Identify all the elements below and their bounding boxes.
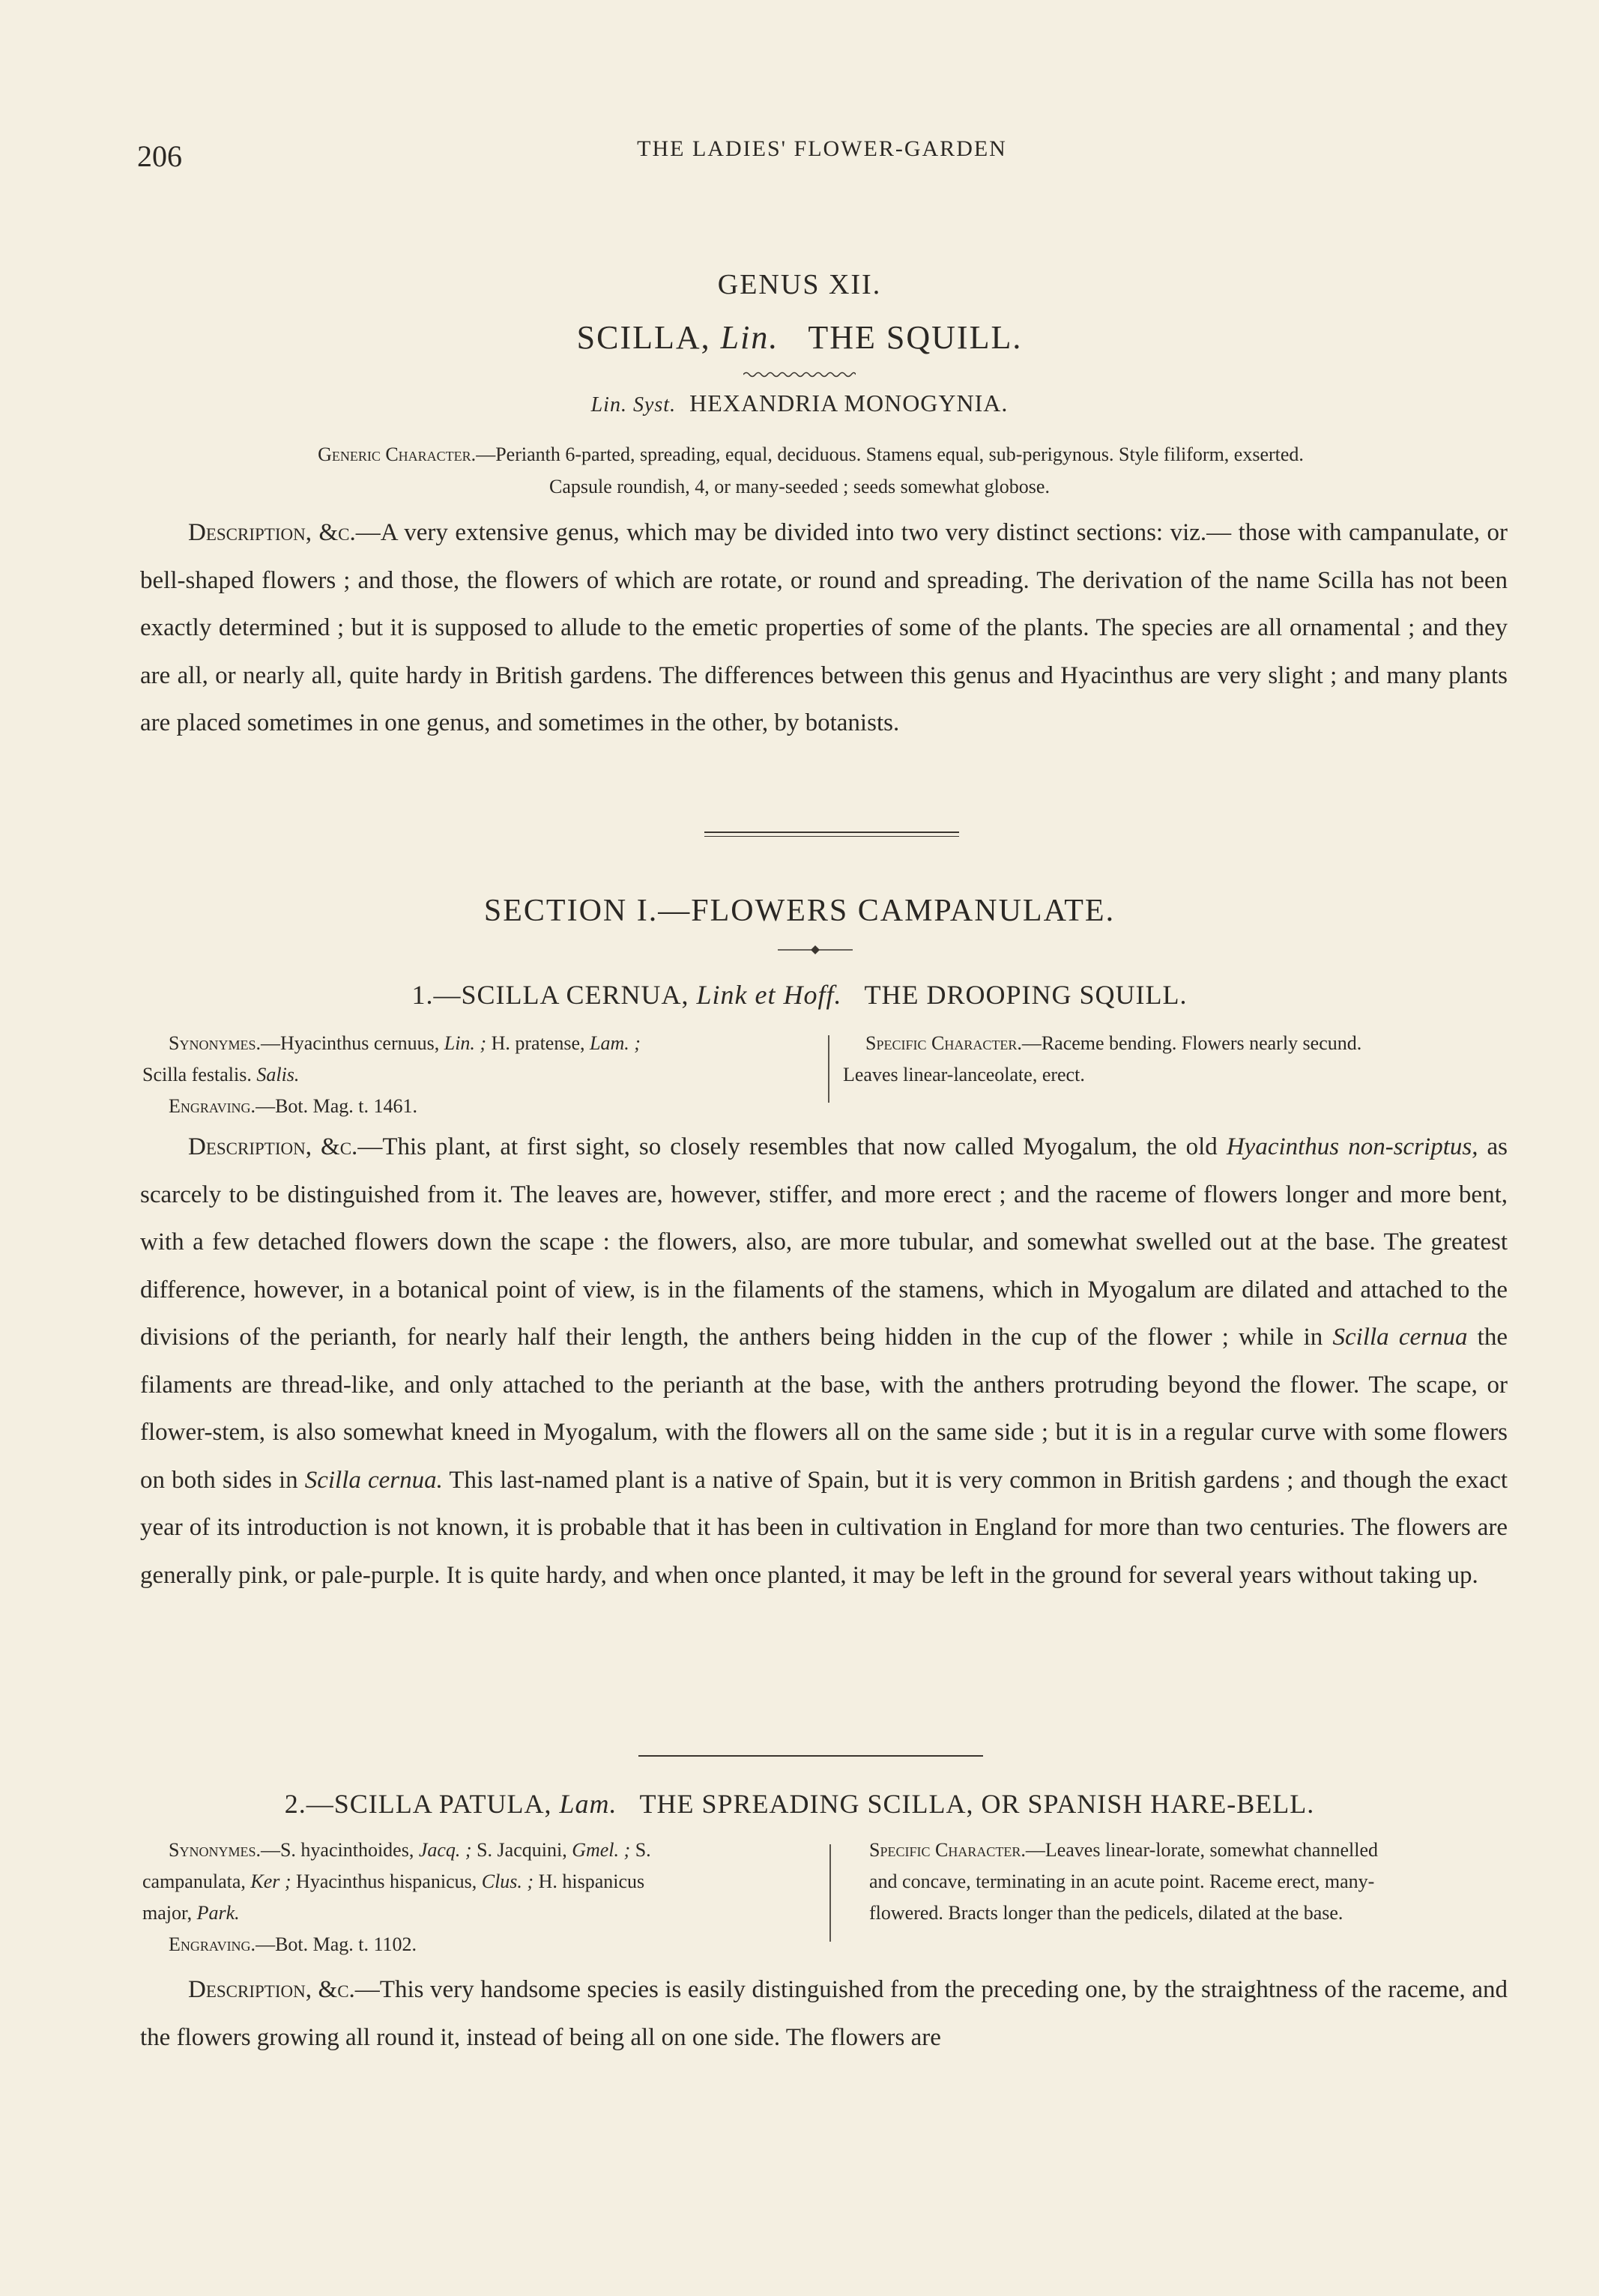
species2-column-divider <box>829 1844 831 1942</box>
species2-specific-character <box>869 1835 1514 1929</box>
species2-syn-1b-auth: Gmel. ; <box>572 1839 631 1861</box>
species1-syn-b: H. pratense, <box>491 1032 585 1054</box>
genus-authority: Lin. <box>720 319 779 356</box>
system-name: HEXANDRIA MONOGYNIA. <box>689 390 1009 417</box>
species2-syn-1a-auth: Jacq. ; <box>418 1839 472 1861</box>
species1-desc-1: —This plant, at first sight, so closely resembles that now called Myogalum, the old <box>357 1133 1218 1160</box>
system-label: Lin. Syst. <box>590 393 677 417</box>
section-divider-top <box>704 832 959 833</box>
species1-title <box>0 979 1599 1011</box>
species1-syn-c: Scilla festalis. <box>142 1064 252 1085</box>
generic-character-line2: Capsule roundish, 4, or many-seeded ; seeds somewhat globose. <box>549 476 1050 497</box>
species2-syn-3a-auth: Park. <box>196 1902 240 1924</box>
species2-syn-2b: Hyacinthus hispanicus, <box>296 1871 477 1892</box>
species1-synonymes-label: Synonymes. <box>169 1032 261 1054</box>
species1-specific-label: Specific Character. <box>865 1032 1022 1054</box>
species2-syn-2a: campanulata, <box>142 1871 246 1892</box>
species1-syn-a: —Hyacinthus cernuus, <box>260 1032 440 1054</box>
species-divider <box>638 1755 983 1757</box>
species2-syn-2c: H. hispanicus <box>538 1871 645 1892</box>
species2-syn-1a: —S. hyacinthoides, <box>260 1839 414 1861</box>
species2-synonymes-label: Synonymes. <box>169 1839 261 1861</box>
species1-desc-4: This last-named plant is a native of Spain, but it is very common in British gardens ; and though the exact year of its introduction is not known, it is probable that it has been in cultivation in England for more than two centuries. The flowers are generally pink, or pale-purple. It is quite hardy, and when once planted, it may be left in the ground for several years without taking up. <box>140 1466 1508 1589</box>
species2-authority: Lam. <box>559 1789 617 1819</box>
running-title: THE LADIES' FLOWER-GARDEN <box>637 136 1007 161</box>
species1-authority: Link et Hoff. <box>696 980 842 1010</box>
species2-description-label: Description, &c. <box>188 1976 355 2003</box>
species1-specific-character <box>843 1028 1510 1091</box>
genus-label: GENUS XII. <box>717 269 882 300</box>
species1-syn-a-auth: Lin. ; <box>444 1032 487 1054</box>
species2-synonymes <box>142 1835 813 1960</box>
species2-engraving: —Bot. Mag. t. 1102. <box>256 1933 417 1955</box>
section-title: SECTION I.—FLOWERS CAMPANULATE. <box>483 894 1116 928</box>
species1-common-name: THE DROOPING SQUILL. <box>864 980 1188 1010</box>
species2-syn-1b: S. Jacquini, <box>477 1839 567 1861</box>
generic-character-line1: —Perianth 6-parted, spreading, equal, deciduous. Stamens equal, sub-perigynous. Style filiform, exserted. <box>476 443 1304 465</box>
generic-character <box>0 438 1599 503</box>
section-divider-bottom <box>704 836 959 837</box>
species1-column-divider <box>828 1035 829 1103</box>
genus-common-name: THE SQUILL. <box>808 319 1023 356</box>
species2-syn-3a: major, <box>142 1902 193 1924</box>
species1-specific-line1: —Raceme bending. Flowers nearly secund. <box>1021 1032 1362 1054</box>
species1-syn-b-auth: Lam. ; <box>590 1032 641 1054</box>
species2-title <box>0 1788 1599 1820</box>
species1-specific-line2: Leaves linear-lanceolate, erect. <box>843 1064 1085 1085</box>
species1-description <box>140 1124 1508 1599</box>
page-number: 206 <box>137 139 182 173</box>
wavy-rule-ornament <box>743 371 856 378</box>
species2-syn-2b-auth: Clus. ; <box>481 1871 534 1892</box>
species1-engraving-label: Engraving. <box>169 1095 256 1117</box>
species2-syn-2a-auth: Ker ; <box>250 1871 291 1892</box>
species1-number-name: 1.—SCILLA CERNUA, <box>411 980 689 1010</box>
species1-desc-4-italic: Scilla cernua. <box>304 1466 443 1494</box>
species2-common-name: THE SPREADING SCILLA, OR SPANISH HARE-BELL. <box>639 1789 1315 1819</box>
species1-description-label: Description, &c. <box>188 1133 358 1160</box>
genus-description-label: Description, &c. <box>188 519 356 546</box>
genus-title <box>0 318 1599 357</box>
genus-description-text: —A very extensive genus, which may be divided into two very distinct sections: viz.— those with campanulate, or bell-shaped flowers ; and those, the flowers of which are rotate, or round and spreading. The derivation of the name Scilla has not been exactly determined ; but it is supposed to allude to the emetic properties of some of the plants. The species are all ornamental ; and they are all, or nearly all, quite hardy in British gardens. The differences between this genus and Hyacinthus are very slight ; and many plants are placed sometimes in one genus, and sometimes in the other, by botanists. <box>140 519 1508 736</box>
species2-specific-line3: flowered. Bracts longer than the pedicels, dilated at the base. <box>869 1902 1343 1924</box>
species2-number-name: 2.—SCILLA PATULA, <box>284 1789 552 1819</box>
species2-syn-1c: S. <box>635 1839 651 1861</box>
species2-specific-line2: and concave, terminating in an acute point. Raceme erect, many- <box>869 1871 1375 1892</box>
species1-synonymes <box>142 1028 805 1122</box>
genus-name: SCILLA, <box>576 319 711 356</box>
species1-desc-3: the filaments are thread-like, and only attached to the perianth at the base, with the anthers protruding beyond the flower. The scape, or flower-stem, is also somewhat kneed in Myogalum, with the flowers all on the same side ; but it is in a regular curve with some flowers on both sides in <box>140 1324 1508 1494</box>
species2-description-text: —This very handsome species is easily distinguished from the preceding one, by the straightness of the raceme, and the flowers growing all round it, instead of being all on one side. The flowers are <box>140 1976 1508 2051</box>
species1-engraving: —Bot. Mag. t. 1461. <box>256 1095 418 1117</box>
linnaean-system <box>0 390 1599 417</box>
species1-desc-3-italic: Scilla cernua <box>1332 1324 1468 1351</box>
genus-description <box>140 509 1508 748</box>
species2-description <box>140 1966 1508 2062</box>
diamond-rule-ornament <box>778 944 853 956</box>
species2-engraving-label: Engraving. <box>169 1933 256 1955</box>
species2-specific-line1: —Leaves linear-lorate, somewhat channelled <box>1025 1839 1378 1861</box>
species2-specific-label: Specific Character. <box>869 1839 1026 1861</box>
species1-desc-2-italic: Hyacinthus non-scriptus, <box>1226 1133 1478 1160</box>
generic-character-label: Generic Character. <box>318 443 477 465</box>
species1-syn-c-auth: Salis. <box>256 1064 300 1085</box>
species1-desc-2: as scarcely to be distinguished from it. The leaves are, however, stiffer, and more erect ; and the raceme of flowers longer and more bent, with a few detached flowers down the scape : the flowers, also, are more tubular, and somewhat swelled out at the base. The greatest difference, however, in a botanical point of view, is in the filaments of the stamens, which in Myogalum are dilated and attached to the divisions of the perianth, for nearly half their length, the anthers being hidden in the cup of the flower ; while in <box>140 1133 1508 1351</box>
